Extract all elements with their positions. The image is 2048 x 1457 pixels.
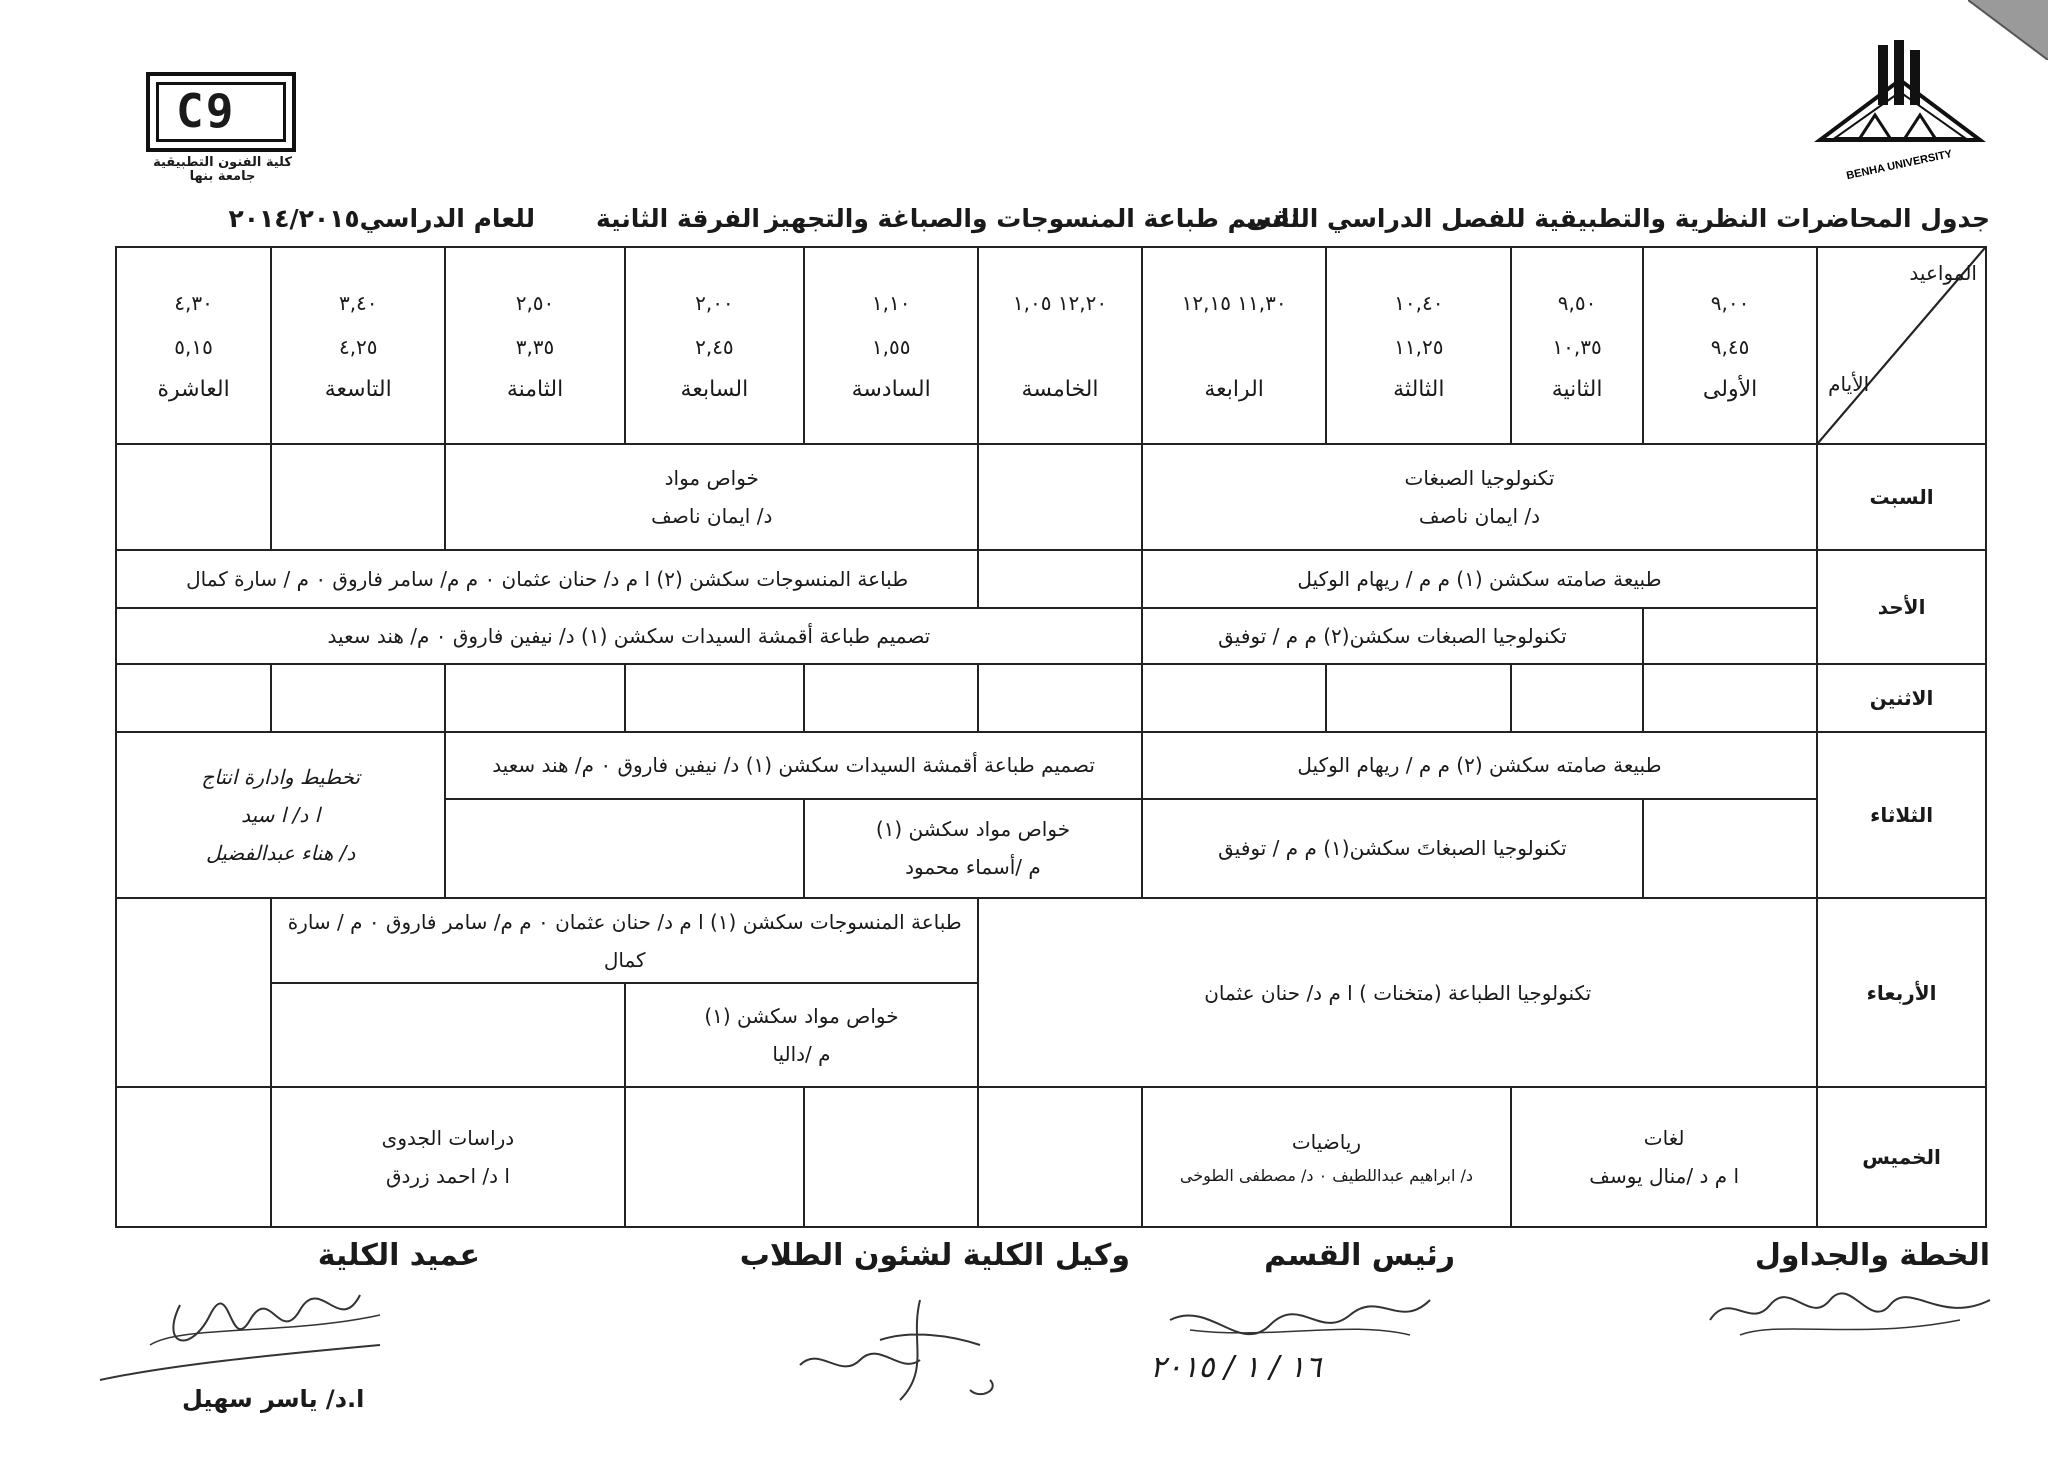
period-name: الثالثة [1393, 376, 1445, 402]
lecturer-name: م /أسماء محمود [905, 855, 1041, 880]
empty-cell [978, 664, 1142, 732]
days-label: الأيام [1828, 372, 1870, 397]
period-name: السابعة [680, 376, 749, 402]
day-sunday: الأحد [1817, 550, 1986, 664]
period-2 [1511, 247, 1643, 444]
period-time: ١,١٠ [871, 290, 911, 315]
lecturer-name: م /داليا [772, 1042, 831, 1067]
empty-cell [271, 444, 445, 550]
day-wednesday: الأربعاء [1817, 898, 1986, 1087]
period-name: الرابعة [1204, 376, 1264, 402]
sunday-section-a2: تكنولوجيا الصبغات سكشن(٢) م م / توفيق [1142, 608, 1643, 664]
schedule-table [115, 246, 1987, 1228]
university-logo [1800, 40, 2000, 180]
lecturer-name: ا د/ احمد زردق [385, 1163, 510, 1188]
dean-signature [90, 1285, 390, 1395]
header-corner-cell [1817, 247, 1986, 444]
empty-cell [116, 664, 271, 732]
period-time: ١٠,٤٠ [1394, 290, 1444, 315]
title-level: الفرقة الثانية [595, 204, 760, 233]
course-name: تخطيط وادارة انتاج [201, 765, 360, 790]
period-name: الخامسة [1021, 376, 1099, 402]
day-tuesday: الثلاثاء [1817, 732, 1986, 898]
course-name: تكنولوجيا الصبغات [1404, 465, 1555, 490]
period-time: ٤,٢٥ [338, 334, 378, 359]
thursday-mathematics [1142, 1087, 1511, 1227]
university-logo-caption: BENHA UNIVERSITY [1845, 147, 1954, 180]
empty-cell [1643, 799, 1817, 899]
course-name: خواص مواد سكشن (١) [875, 817, 1071, 842]
empty-cell [116, 444, 271, 550]
empty-cell [271, 664, 445, 732]
course-name: لغات [1643, 1125, 1685, 1150]
empty-cell [1142, 664, 1327, 732]
department-head-title: رئيس القسم [1264, 1238, 1455, 1273]
period-7 [625, 247, 804, 444]
title-main: جدول المحاضرات النظرية والتطبيقية للفصل الدراسي الثانى [1246, 204, 1990, 233]
sunday-section-a1: طبيعة صامته سكشن (١) م م / ريهام الوكيل [1142, 550, 1817, 608]
lecturer-name: ا م د /منال يوسف [1589, 1163, 1740, 1188]
tuesday-section-b1: تصميم طباعة أقمشة السيدات سكشن (١) د/ نيفين فاروق ٠ م/ هند سعيد [445, 732, 1141, 798]
empty-cell [116, 1087, 271, 1227]
sunday-section-b2: تصميم طباعة أقمشة السيدات سكشن (١) د/ نيفين فاروق ٠ م/ هند سعيد [116, 608, 1142, 664]
thursday-feasibility-studies [271, 1087, 625, 1227]
thursday-languages [1511, 1087, 1817, 1227]
lecturer-name: د/ ايمان ناصف [651, 503, 773, 528]
university-caption: جامعة بنها [189, 169, 256, 184]
period-name: العاشرة [157, 376, 230, 402]
title-department: لقسم طباعة المنسوجات والصباغة والتجهيز [764, 204, 1300, 233]
handwritten-note: ا د/ ا سيد [241, 803, 321, 828]
period-time: ١,٥٥ [871, 334, 911, 359]
dean-name: ا.د/ ياسر سهيل [182, 1385, 365, 1413]
empty-cell [445, 799, 804, 899]
period-time: ٩,٠٠ [1710, 290, 1750, 315]
plans-signature [1700, 1280, 2000, 1350]
vice-dean-signature [790, 1290, 1030, 1420]
empty-cell [625, 664, 804, 732]
period-5 [978, 247, 1142, 444]
schedule-title [110, 204, 1990, 244]
empty-cell [804, 1087, 978, 1227]
vice-dean-title: وكيل الكلية لشئون الطلاب [739, 1238, 1130, 1273]
empty-cell [1643, 664, 1817, 732]
times-label: المواعيد [1909, 261, 1977, 285]
saturday-dyes-lecture [1142, 444, 1817, 550]
tuesday-section-a2: تكنولوجيا الصبغاتَ سكشن(١) م م / توفيق [1142, 799, 1643, 899]
wednesday-printing-lecture: تكنولوجيا الطباعة (متخنات ) ا م د/ حنان عثمان [978, 898, 1817, 1087]
period-3 [1326, 247, 1511, 444]
period-8 [445, 247, 624, 444]
lecturer-name: د/ ابراهيم عبداللطيف ٠ د/ مصطفى الطوخى [1179, 1165, 1473, 1185]
empty-cell [1326, 664, 1511, 732]
period-time: ٥,١٥ [174, 334, 213, 359]
tuesday-materials-section [804, 799, 1142, 899]
period-time: ٢,٤٥ [695, 334, 734, 359]
sunday-section-b1: طباعة المنسوجات سكشن (٢) ا م د/ حنان عثمان ٠ م م/ سامر فاروق ٠ م / سارة كمال [116, 550, 978, 608]
period-time: ٤,٣٠ [174, 290, 213, 315]
period-name: الأولى [1702, 376, 1758, 402]
period-time: ٩,٥٠ [1557, 290, 1597, 315]
period-6 [804, 247, 978, 444]
course-name: دراسات الجدوى [381, 1125, 515, 1150]
college-logo: C9 كلية الفنون التطبيقية جامعة بنها [140, 68, 305, 183]
department-head-signature [1150, 1280, 1450, 1350]
tuesday-section-a1: طبيعة صامته سكشن (٢) م م / ريهام الوكيل [1142, 732, 1817, 798]
dean-title: عميد الكلية [317, 1238, 480, 1273]
page-fold-corner [1968, 0, 2048, 60]
period-time: ٩,٤٥ [1710, 334, 1750, 359]
day-saturday: السبت [1817, 444, 1986, 550]
period-time: ٣,٤٠ [338, 290, 378, 315]
period-time: ٢,٥٠ [515, 290, 555, 315]
empty-cell [1643, 608, 1817, 664]
period-9 [271, 247, 445, 444]
empty-cell [1511, 664, 1643, 732]
lecturer-name: د/ ايمان ناصف [1418, 503, 1541, 528]
period-time: ١٢,٢٠ ١,٠٥ [1012, 290, 1108, 315]
empty-cell [445, 664, 624, 732]
tuesday-handwritten-course [116, 732, 445, 898]
saturday-materials-lecture [445, 444, 978, 550]
period-name: الثامنة [506, 376, 564, 402]
title-year: للعام الدراسي٢٠١٤/٢٠١٥ [228, 204, 535, 233]
college-logo-caption: كلية الفنون التطبيقية [153, 155, 292, 170]
wednesday-materials-section [625, 983, 979, 1087]
lecturer-name: د/ هناء عبدالفضيل [206, 841, 356, 866]
empty-cell [116, 898, 271, 1087]
period-4 [1142, 247, 1327, 444]
day-monday: الاثنين [1817, 664, 1986, 732]
period-time: ٣,٣٥ [515, 334, 555, 359]
course-name: خواص مواد [664, 465, 759, 490]
empty-cell [804, 664, 978, 732]
course-name: رياضيات [1291, 1129, 1362, 1154]
period-time: ١١,٢٥ [1394, 334, 1444, 359]
wednesday-section-b1: طباعة المنسوجات سكشن (١) ا م د/ حنان عثمان ٠ م م/ سامر فاروق ٠ م / سارة كمال [271, 898, 978, 983]
empty-cell [978, 1087, 1142, 1227]
period-name: الثانية [1551, 376, 1603, 402]
plans-schedules-title: الخطة والجداول [1754, 1238, 1990, 1273]
period-time: ٢,٠٠ [695, 290, 734, 315]
course-name: خواص مواد سكشن (١) [704, 1004, 899, 1029]
period-time: ١١,٣٠ ١٢,١٥ [1181, 290, 1287, 315]
period-time: ١٠,٣٥ [1552, 334, 1602, 359]
period-1 [1643, 247, 1817, 444]
signature-date: ١٦ / ١ / ٢٠١٥ [1150, 1350, 1322, 1385]
day-thursday: الخميس [1817, 1087, 1986, 1227]
period-name: السادسة [851, 376, 931, 402]
empty-cell [271, 983, 625, 1087]
period-name: التاسعة [324, 376, 392, 402]
empty-cell [625, 1087, 804, 1227]
period-10 [116, 247, 271, 444]
empty-cell [978, 550, 1142, 608]
empty-cell [978, 444, 1142, 550]
